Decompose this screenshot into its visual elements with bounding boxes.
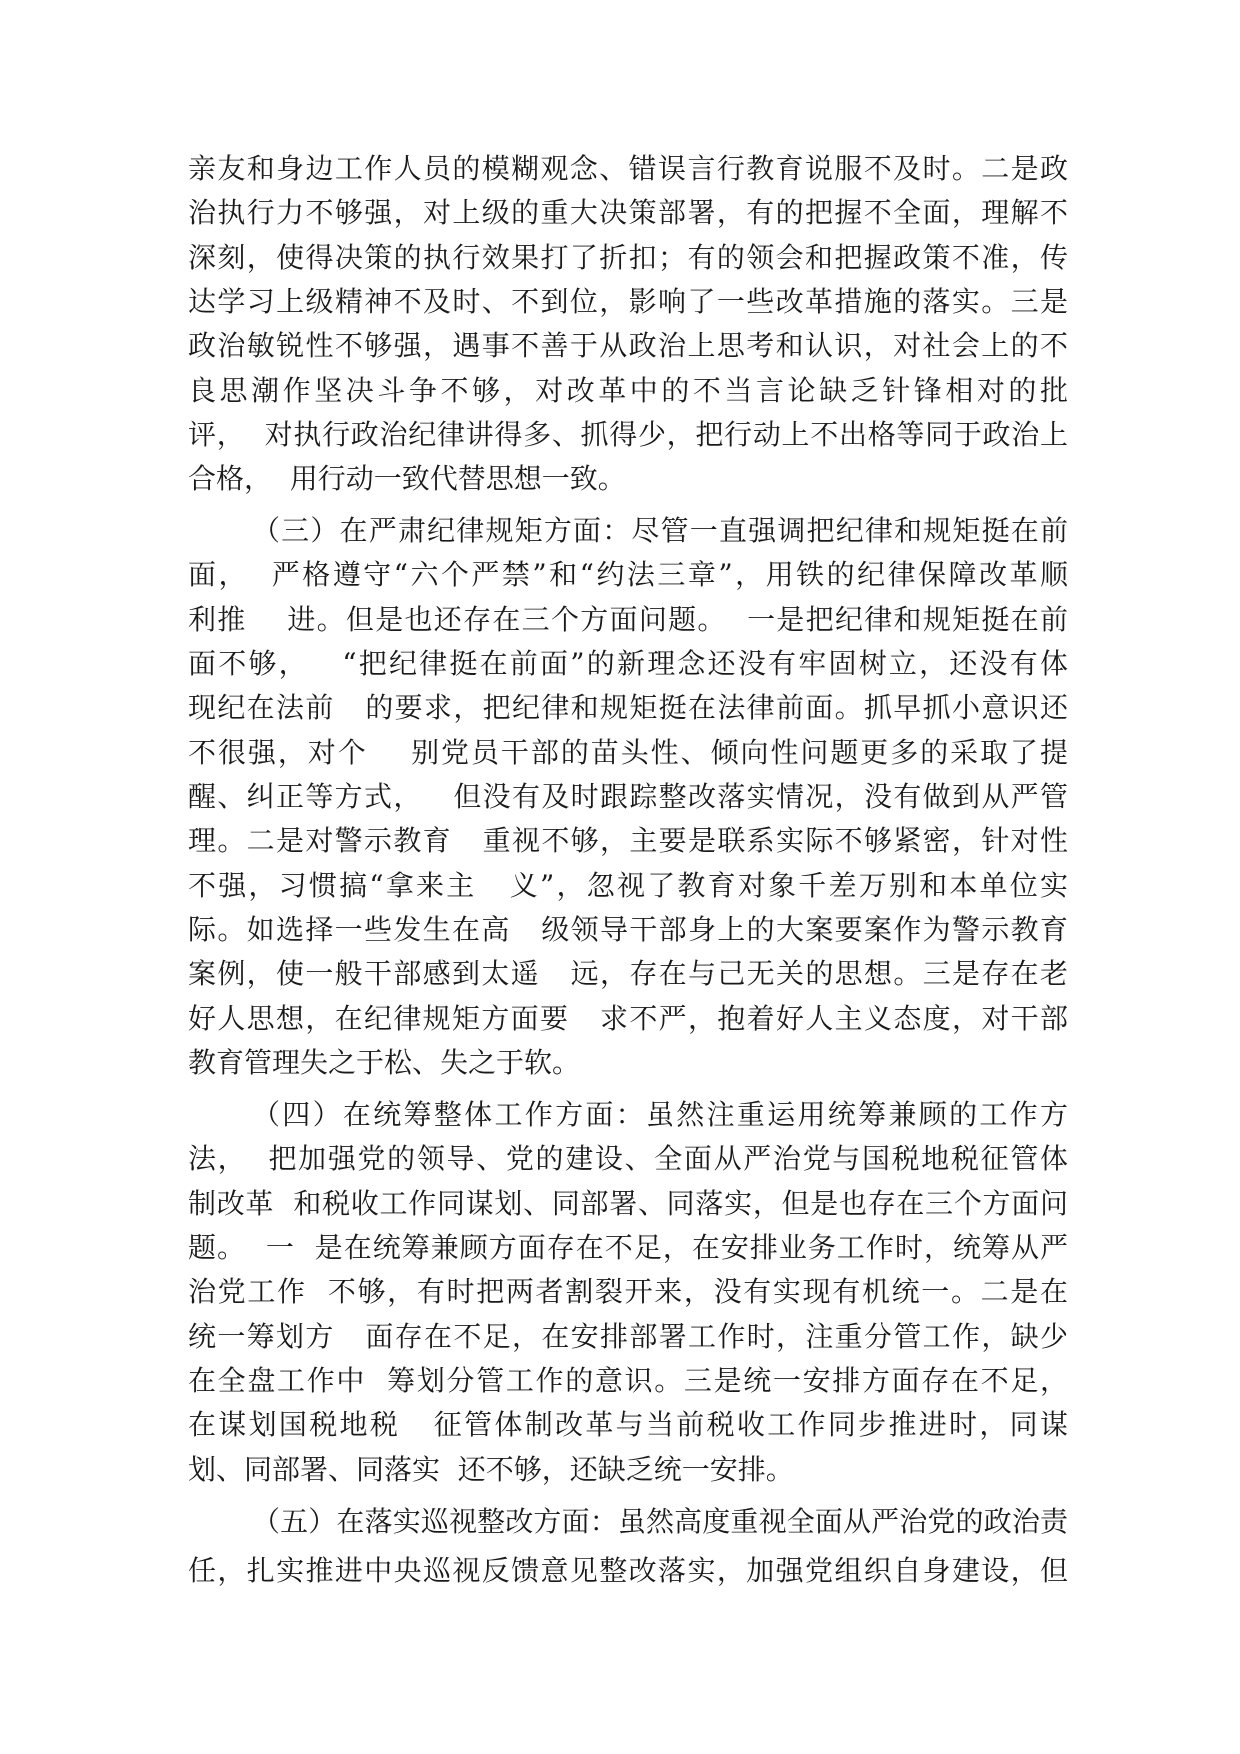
text-line: 合格， 用行动一致代替思想一致。 xyxy=(188,462,626,495)
text-line: 良思潮作坚决斗争不够，对改革中的不当言论缺乏针锋相对的批 xyxy=(188,374,1068,407)
text-line: 达学习上级精神不及时、不到位，影响了一些改革措施的落实。三是 xyxy=(188,285,1068,318)
text-line: 题。 一 是在统筹兼顾方面存在不足，在安排业务工作时，统筹从严 xyxy=(188,1231,1068,1264)
paragraph-heading-4: （四）在统筹整体工作方面：虽然注重运用统筹兼顾的工作方 xyxy=(252,1098,1068,1131)
paragraph-heading-5: （五）在落实巡视整改方面：虽然高度重视全面从严治党的政治责 xyxy=(252,1505,1068,1538)
text-line: 不强，习惯搞“拿来主 义”，忽视了教育对象千差万别和本单位实 xyxy=(188,869,1068,902)
text-line: 理。二是对警示教育 重视不够，主要是联系实际不够紧密，针对性 xyxy=(188,824,1068,857)
text-line: 好人思想，在纪律规矩方面要 求不严，抱着好人主义态度，对干部 xyxy=(188,1002,1068,1035)
text-line: 案例，使一般干部感到太遥 远，存在与己无关的思想。三是存在老 xyxy=(188,957,1068,990)
text-line: 政治敏锐性不够强，遇事不善于从政治上思考和认识，对社会上的不 xyxy=(188,329,1068,362)
text-line: 现纪在法前 的要求，把纪律和规矩挺在法律前面。抓早抓小意识还 xyxy=(188,691,1068,724)
text-line: 治党工作 不够，有时把两者割裂开来，没有实现有机统一。二是在 xyxy=(188,1275,1068,1308)
text-line: 制改革 和税收工作同谋划、同部署、同落实，但是也存在三个方面问 xyxy=(188,1187,1068,1220)
text-line: 统一筹划方 面存在不足，在安排部署工作时，注重分管工作，缺少 xyxy=(188,1320,1068,1353)
text-line: 深刻，使得决策的执行效果打了折扣；有的领会和把握政策不准，传 xyxy=(188,241,1068,274)
text-line: 法， 把加强党的领导、党的建设、全面从严治党与国税地税征管体 xyxy=(188,1142,1068,1175)
text-line: 利推 进。但是也还存在三个方面问题。 一是把纪律和规矩挺在前 xyxy=(188,603,1068,636)
text-line: 划、同部署、同落实 还不够，还缺乏统一安排。 xyxy=(188,1453,794,1486)
text-line: 际。如选择一些发生在高 级领导干部身上的大案要案作为警示教育 xyxy=(188,913,1068,946)
text-line: 任，扎实推进中央巡视反馈意见整改落实，加强党组织自身建设，但 xyxy=(188,1554,1068,1587)
text-line: 不很强，对个 别党员干部的苗头性、倾向性问题更多的采取了提 xyxy=(188,736,1068,769)
text-line: 面， 严格遵守“六个严禁”和“约法三章”，用铁的纪律保障改革顺 xyxy=(188,558,1068,591)
paragraph-heading-3: （三）在严肃纪律规矩方面：尽管一直强调把纪律和规矩挺在前 xyxy=(252,514,1068,547)
text-line: 在谋划国税地税 征管体制改革与当前税收工作同步推进时，同谋 xyxy=(188,1408,1068,1441)
text-line: 教育管理失之于松、失之于软。 xyxy=(188,1046,581,1079)
text-line: 面不够， “把纪律挺在前面”的新理念还没有牢固树立，还没有体 xyxy=(188,647,1068,680)
text-line: 评， 对执行政治纪律讲得多、抓得少，把行动上不出格等同于政治上 xyxy=(188,418,1068,451)
text-line: 醒、纠正等方式， 但没有及时跟踪整改落实情况，没有做到从严管 xyxy=(188,780,1068,813)
text-line: 在全盘工作中 筹划分管工作的意识。三是统一安排方面存在不足， xyxy=(188,1364,1068,1397)
text-line: 亲友和身边工作人员的模糊观念、错误言行教育说服不及时。二是政 xyxy=(188,152,1068,185)
text-line: 治执行力不够强，对上级的重大决策部署，有的把握不全面，理解不 xyxy=(188,196,1068,229)
